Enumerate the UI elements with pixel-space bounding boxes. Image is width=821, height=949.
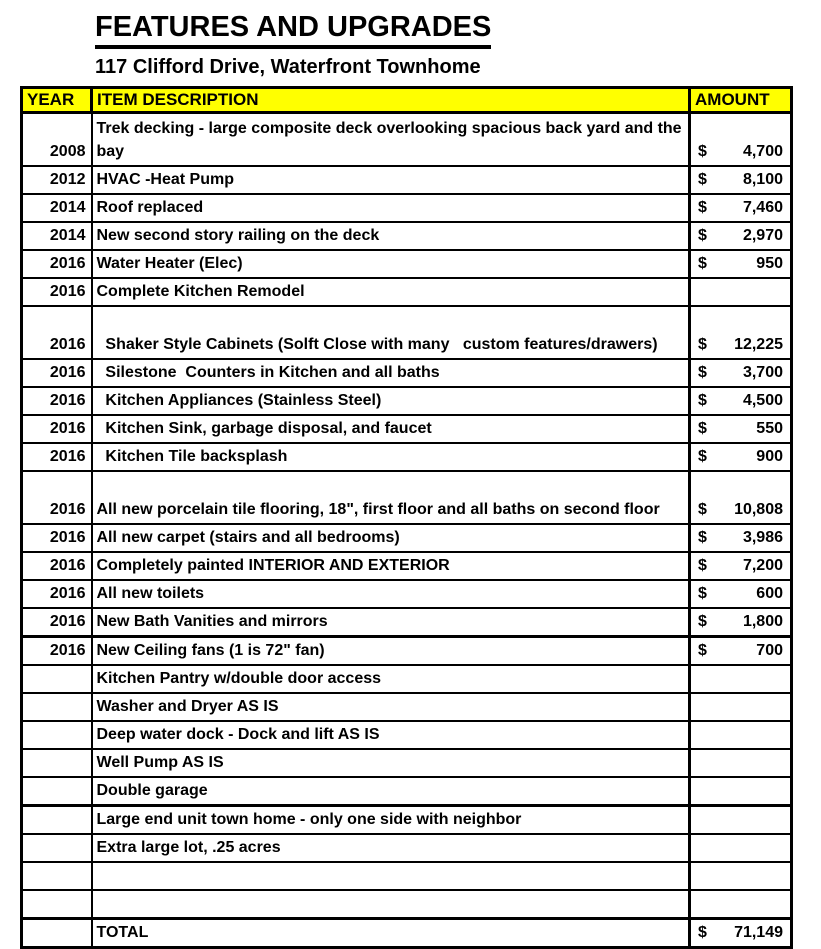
description-text: Kitchen Appliances (Stainless Steel) [96, 391, 382, 409]
year-value: 2016 [49, 584, 86, 602]
year-value: 2014 [49, 226, 86, 244]
table-row [22, 890, 792, 919]
amount-inner [698, 389, 783, 412]
description-text: New Bath Vanities and mirrors [96, 612, 328, 630]
amount-value: 1,800 [742, 612, 783, 630]
amount-cell [690, 471, 792, 524]
amount-inner [698, 445, 783, 468]
year-cell [22, 580, 92, 608]
column-header-description: ITEM DESCRIPTION [92, 87, 690, 112]
description-cell [92, 359, 690, 387]
page-title: FEATURES AND UPGRADES [95, 12, 491, 49]
year-value: 2016 [49, 612, 86, 630]
total-amount-cell [690, 918, 792, 947]
amount-cell [690, 278, 792, 306]
description-cell [92, 387, 690, 415]
description-cell [92, 524, 690, 552]
description-text: Kitchen Tile backsplash [96, 447, 288, 465]
amount-inner [698, 921, 783, 944]
table-row [22, 834, 792, 862]
table-row [22, 194, 792, 222]
amount-cell [690, 222, 792, 250]
amount-value: 950 [756, 254, 783, 272]
year-value: 2016 [49, 254, 86, 272]
year-cell [22, 805, 92, 834]
table-row [22, 278, 792, 306]
amount-value: 7,460 [742, 198, 783, 216]
description-text: Water Heater (Elec) [96, 254, 243, 272]
title-block [0, 0, 821, 78]
amount-cell [690, 112, 792, 166]
amount-inner [698, 140, 783, 163]
currency-symbol: $ [698, 923, 707, 941]
year-cell [22, 166, 92, 194]
amount-cell [690, 777, 792, 806]
table-row [22, 250, 792, 278]
currency-symbol: $ [698, 391, 707, 409]
amount-cell [690, 359, 792, 387]
description-cell [92, 250, 690, 278]
year-cell [22, 862, 92, 890]
amount-inner [698, 361, 783, 384]
year-value: 2014 [49, 198, 86, 216]
currency-symbol: $ [698, 556, 707, 574]
year-cell [22, 112, 92, 166]
year-cell [22, 222, 92, 250]
amount-inner [698, 554, 783, 577]
description-cell [92, 608, 690, 637]
amount-value: 700 [756, 641, 783, 659]
amount-cell [690, 194, 792, 222]
currency-symbol: $ [698, 254, 707, 272]
amount-value: 550 [756, 419, 783, 437]
currency-symbol: $ [698, 447, 707, 465]
table-row [22, 222, 792, 250]
description-text: New second story railing on the deck [96, 226, 380, 244]
year-cell [22, 918, 92, 947]
amount-cell [690, 805, 792, 834]
amount-inner [698, 610, 783, 633]
amount-inner [698, 196, 783, 219]
description-text: Double garage [96, 781, 208, 799]
table-row [22, 415, 792, 443]
description-text: All new carpet (stairs and all bedrooms) [96, 528, 400, 546]
amount-value: 10,808 [734, 500, 783, 518]
currency-symbol: $ [698, 528, 707, 546]
table-row [22, 471, 792, 524]
description-cell [92, 721, 690, 749]
table-row [22, 443, 792, 471]
currency-symbol: $ [698, 641, 707, 659]
description-text: Roof replaced [96, 198, 204, 216]
year-cell [22, 359, 92, 387]
year-value: 2008 [49, 142, 86, 160]
description-text: Kitchen Sink, garbage disposal, and faucet [96, 419, 432, 437]
table-row [22, 552, 792, 580]
amount-inner [698, 639, 783, 662]
year-cell [22, 306, 92, 359]
year-value: 2016 [49, 335, 86, 353]
year-cell [22, 890, 92, 919]
description-cell [92, 580, 690, 608]
amount-cell [690, 306, 792, 359]
currency-symbol: $ [698, 198, 707, 216]
amount-inner [698, 252, 783, 275]
amount-cell [690, 552, 792, 580]
year-value: 2016 [49, 282, 86, 300]
amount-value: 4,700 [742, 142, 783, 160]
year-cell [22, 777, 92, 806]
year-value: 2016 [49, 528, 86, 546]
amount-value: 900 [756, 447, 783, 465]
amount-value: 7,200 [742, 556, 783, 574]
description-text: All new porcelain tile flooring, 18", first floor and all baths on second floor [96, 500, 660, 518]
amount-cell [690, 415, 792, 443]
total-label-cell [92, 918, 690, 947]
year-cell [22, 636, 92, 665]
description-cell [92, 194, 690, 222]
year-cell [22, 524, 92, 552]
description-text: Silestone Counters in Kitchen and all baths [96, 363, 440, 381]
amount-value: 8,100 [742, 170, 783, 188]
year-value: 2016 [49, 363, 86, 381]
table-row [22, 112, 792, 166]
currency-symbol: $ [698, 335, 707, 353]
description-text: Complete Kitchen Remodel [96, 282, 305, 300]
amount-cell [690, 636, 792, 665]
table-row [22, 636, 792, 665]
description-cell [92, 112, 690, 166]
table-body [22, 112, 792, 947]
amount-cell [690, 166, 792, 194]
year-cell [22, 387, 92, 415]
description-cell [92, 665, 690, 693]
year-cell [22, 665, 92, 693]
description-text: HVAC -Heat Pump [96, 170, 234, 188]
description-text: Trek decking - large composite deck overlooking spacious back yard and the bay [96, 119, 687, 160]
year-value: 2016 [49, 556, 86, 574]
amount-cell [690, 608, 792, 637]
year-cell [22, 693, 92, 721]
amount-value: 4,500 [742, 391, 783, 409]
amount-value: 3,700 [742, 363, 783, 381]
table-row [22, 359, 792, 387]
year-cell [22, 250, 92, 278]
currency-symbol: $ [698, 584, 707, 602]
description-text: Extra large lot, .25 acres [96, 838, 281, 856]
currency-symbol: $ [698, 142, 707, 160]
amount-value: 600 [756, 584, 783, 602]
description-cell [92, 862, 690, 890]
description-text: Completely painted INTERIOR AND EXTERIOR [96, 556, 450, 574]
description-cell [92, 278, 690, 306]
table-row [22, 608, 792, 637]
year-cell [22, 443, 92, 471]
amount-value: 2,970 [742, 226, 783, 244]
amount-cell [690, 387, 792, 415]
year-value: 2016 [49, 500, 86, 518]
column-header-year: YEAR [22, 87, 92, 112]
table-row [22, 721, 792, 749]
description-text: Large end unit town home - only one side with neighbor [96, 810, 522, 828]
amount-value: 12,225 [734, 335, 783, 353]
table-row [22, 665, 792, 693]
year-value: 2016 [49, 391, 86, 409]
amount-inner [698, 498, 783, 521]
table-row [22, 749, 792, 777]
amount-inner [698, 526, 783, 549]
total-row [22, 918, 792, 947]
amount-cell [690, 862, 792, 890]
amount-inner [698, 168, 783, 191]
description-cell [92, 805, 690, 834]
table-row [22, 805, 792, 834]
year-cell [22, 194, 92, 222]
year-cell [22, 415, 92, 443]
year-value: 2016 [49, 419, 86, 437]
table-row [22, 306, 792, 359]
table-row [22, 693, 792, 721]
currency-symbol: $ [698, 226, 707, 244]
description-text: Shaker Style Cabinets (Solft Close with many custom features/drawers) [96, 335, 658, 353]
description-text: Deep water dock - Dock and lift AS IS [96, 725, 380, 743]
table-row [22, 862, 792, 890]
currency-symbol: $ [698, 170, 707, 188]
amount-inner [698, 224, 783, 247]
description-cell [92, 471, 690, 524]
table-row [22, 777, 792, 806]
page-subtitle: 117 Clifford Drive, Waterfront Townhome [95, 55, 481, 78]
features-table [20, 86, 793, 949]
amount-cell [690, 250, 792, 278]
year-cell [22, 834, 92, 862]
table-row [22, 166, 792, 194]
total-amount-value: 71,149 [734, 923, 783, 941]
year-cell [22, 278, 92, 306]
description-cell [92, 222, 690, 250]
currency-symbol: $ [698, 363, 707, 381]
amount-inner [698, 582, 783, 605]
description-cell [92, 552, 690, 580]
amount-cell [690, 665, 792, 693]
table-row [22, 580, 792, 608]
description-cell [92, 693, 690, 721]
currency-symbol: $ [698, 419, 707, 437]
amount-value: 3,986 [742, 528, 783, 546]
description-text: All new toilets [96, 584, 205, 602]
description-cell [92, 890, 690, 919]
table-header-row [22, 87, 792, 112]
description-cell [92, 443, 690, 471]
currency-symbol: $ [698, 500, 707, 518]
description-text: Well Pump AS IS [96, 753, 224, 771]
description-cell [92, 636, 690, 665]
year-value: 2016 [49, 641, 86, 659]
description-cell [92, 749, 690, 777]
year-cell [22, 721, 92, 749]
amount-cell [690, 443, 792, 471]
column-header-amount: AMOUNT [690, 87, 792, 112]
description-cell [92, 415, 690, 443]
description-text: Kitchen Pantry w/double door access [96, 669, 382, 687]
table-row [22, 387, 792, 415]
year-value: 2012 [49, 170, 86, 188]
description-cell [92, 777, 690, 806]
description-text: New Ceiling fans (1 is 72" fan) [96, 641, 325, 659]
amount-cell [690, 749, 792, 777]
description-cell [92, 166, 690, 194]
total-label: TOTAL [96, 923, 149, 941]
year-cell [22, 608, 92, 637]
description-cell [92, 306, 690, 359]
description-cell [92, 834, 690, 862]
amount-inner [698, 417, 783, 440]
amount-cell [690, 524, 792, 552]
year-cell [22, 749, 92, 777]
amount-cell [690, 721, 792, 749]
currency-symbol: $ [698, 612, 707, 630]
year-cell [22, 552, 92, 580]
table-row [22, 524, 792, 552]
year-value: 2016 [49, 447, 86, 465]
amount-cell [690, 693, 792, 721]
amount-cell [690, 834, 792, 862]
description-text: Washer and Dryer AS IS [96, 697, 279, 715]
amount-inner [698, 333, 783, 356]
amount-cell [690, 580, 792, 608]
amount-cell [690, 890, 792, 919]
year-cell [22, 471, 92, 524]
